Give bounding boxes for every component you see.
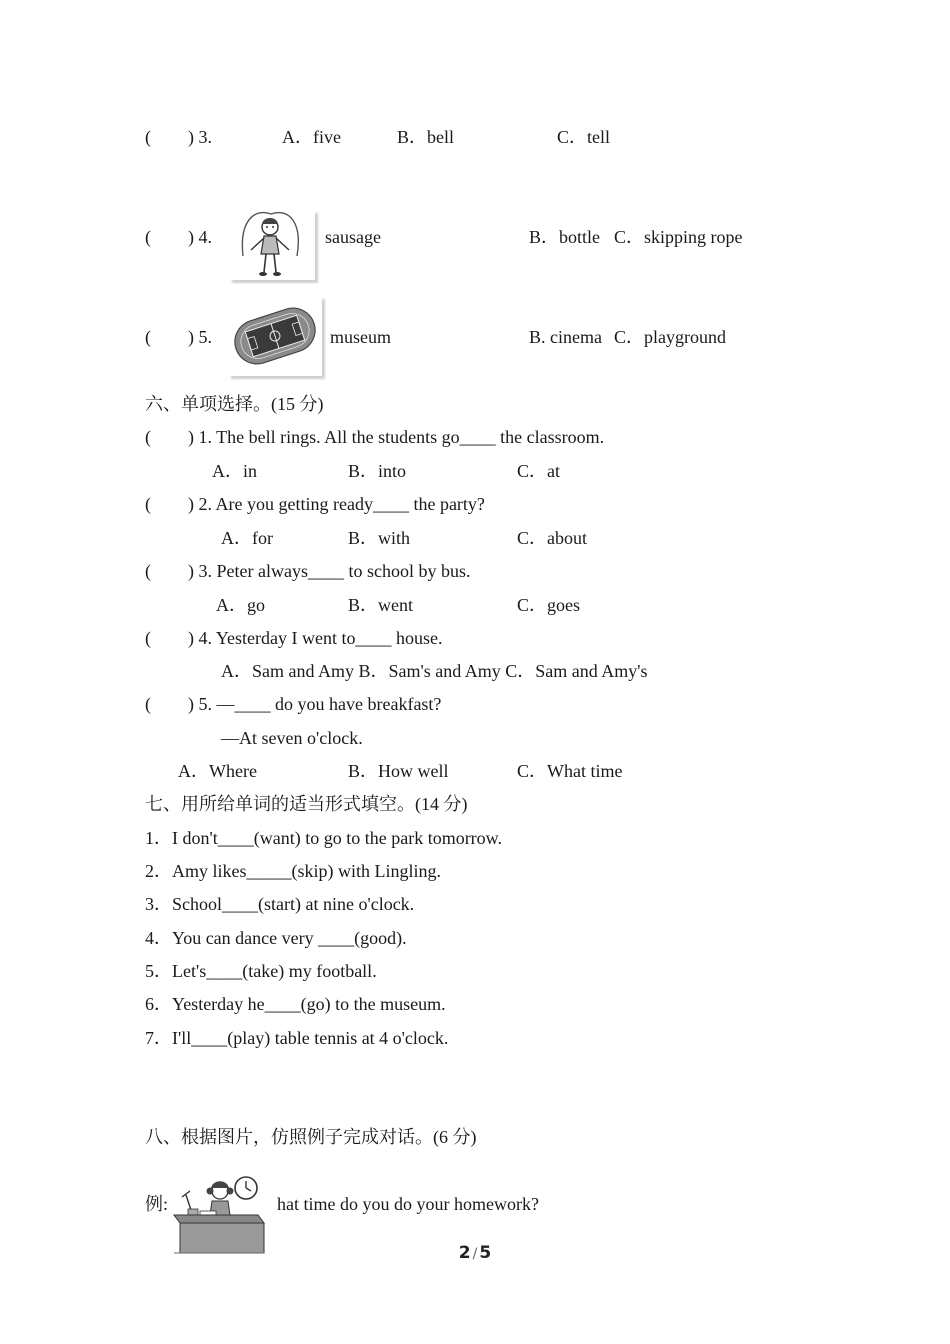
option-c: C．skipping rope — [614, 227, 743, 247]
answer-paren: ( — [145, 561, 151, 581]
playground-track-icon — [228, 296, 322, 376]
question-number: ) 5. — [188, 327, 212, 347]
answer-paren: ( — [145, 327, 151, 347]
answer-paren: ( — [145, 427, 151, 447]
question-6-4-stem: ) 4. Yesterday I went to____ house. — [188, 628, 443, 648]
option-a: A．go — [216, 595, 265, 615]
page-separator: / — [472, 1246, 478, 1262]
option-a: museum — [330, 327, 391, 347]
example-label: 例: — [145, 1194, 169, 1214]
question-6-5-stem: ) 5. —____ do you have breakfast? — [188, 694, 442, 714]
option-b: B．bottle — [529, 227, 600, 247]
answer-paren: ( — [145, 694, 151, 714]
option-a: sausage — [325, 227, 381, 247]
fill-blank-item: 6．Yesterday he____(go) to the museum. — [145, 994, 446, 1014]
question-6-4-options: A．Sam and Amy B．Sam's and Amy C．Sam and Amy's — [221, 661, 648, 681]
answer-paren: ( — [145, 227, 151, 247]
option-b: B．bell — [397, 127, 454, 147]
fill-blank-item: 3．School____(start) at nine o'clock. — [145, 894, 415, 914]
question-6-2-stem: ) 2. Are you getting ready____ the party? — [188, 494, 485, 514]
option-a: A．Where — [178, 761, 257, 781]
answer-paren: ( — [145, 628, 151, 648]
option-c: C．playground — [614, 327, 726, 347]
question-number: ) 3. — [188, 127, 212, 147]
question-6-5-answer-line: —At seven o'clock. — [221, 728, 363, 748]
section-6-title: 六、单项选择。(15 分) — [145, 394, 324, 414]
option-c: C．tell — [557, 127, 610, 147]
fill-blank-item: 5．Let's____(take) my football. — [145, 961, 377, 981]
option-a: A．for — [221, 528, 273, 548]
option-c: C．about — [517, 528, 587, 548]
option-c: C．at — [517, 461, 560, 481]
answer-paren: ( — [145, 494, 151, 514]
example-question: hat time do you do your homework? — [277, 1194, 539, 1214]
playground-picture — [228, 296, 322, 376]
girl-skipping-rope-icon — [229, 210, 315, 280]
page-number — [0, 1243, 950, 1263]
fill-blank-item: 1．I don't____(want) to go to the park tomorrow. — [145, 828, 503, 848]
option-b: B．with — [348, 528, 411, 548]
total-pages: 5 — [479, 1243, 492, 1263]
section-8-title: 八、根据图片，仿照例子完成对话。(6 分) — [145, 1127, 477, 1147]
option-b: B．How well — [348, 761, 449, 781]
option-b: B．into — [348, 461, 407, 481]
skipping-rope-picture — [229, 210, 315, 280]
option-c: C．goes — [517, 595, 580, 615]
section-7-title: 七、用所给单词的适当形式填空。(14 分) — [145, 794, 468, 814]
fill-blank-item: 2．Amy likes_____(skip) with Lingling. — [145, 861, 441, 881]
fill-blank-item: 7．I'll____(play) table tennis at 4 o'clock. — [145, 1028, 449, 1048]
option-a: A．five — [282, 127, 341, 147]
option-b: B．went — [348, 595, 413, 615]
fill-blank-item: 4．You can dance very ____(good). — [145, 928, 407, 948]
question-number: ) 4. — [188, 227, 212, 247]
current-page: 2 — [458, 1243, 471, 1263]
question-6-1-stem: ) 1. The bell rings. All the students go____ the classroom. — [188, 427, 605, 447]
answer-paren: ( — [145, 127, 151, 147]
option-b: B. cinema — [529, 327, 602, 347]
question-6-3-stem: ) 3. Peter always____ to school by bus. — [188, 561, 471, 581]
option-a: A．in — [212, 461, 257, 481]
option-c: C．What time — [517, 761, 623, 781]
